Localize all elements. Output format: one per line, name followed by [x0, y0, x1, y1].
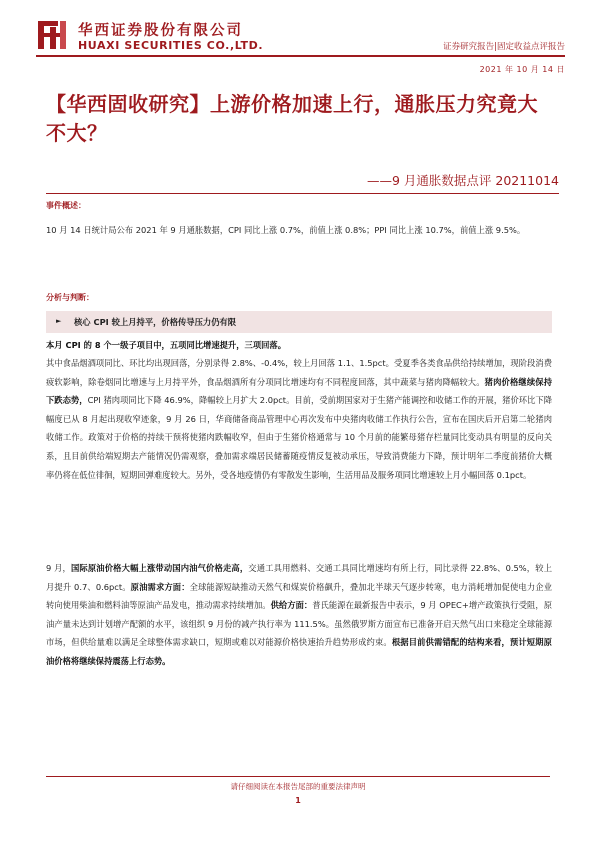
- event-heading: 事件概述：: [46, 201, 86, 210]
- oil-supply-label: 供给方面：: [270, 600, 313, 611]
- oil-outlook: 根据目前供需错配的结构来看，预计短期原油价格将继续保持震荡上行态势。: [46, 637, 552, 666]
- cpi-subitems-summary: [46, 336, 552, 355]
- event-text: 10 月 14 日统计局公布 2021 年 9 月通胀数据，CPI 同比上涨 0.7%，前值上涨 0.8%；PPI 同比上涨 10.7%，前值上涨 9.5%。: [46, 225, 526, 235]
- footer-divider: [46, 776, 550, 777]
- oil-transport-text: 交通工具用燃料、交通工具同比增速均有所上行，同比录得 22.8%、0.5%，较上月提升 0.7、0.6pct。: [46, 563, 552, 592]
- oil-paragraph: [46, 559, 552, 671]
- report-title: 【华西固收研究】上游价格加速上行，通胀压力究竟大不大？: [46, 92, 538, 145]
- huaxi-logo-icon: [36, 17, 70, 53]
- subtitle-divider: [46, 193, 559, 194]
- header-divider: [36, 55, 565, 57]
- report-date: 2021 年 10 月 14 日: [479, 65, 565, 74]
- cpi-subitems-bold: 本月 CPI 的 8 个一级子项目中，五项同比增速提升，三项回落。: [46, 340, 287, 350]
- key-point-text: 核心 CPI 较上月持平，价格传导压力仍有限: [74, 317, 237, 327]
- report-type-tag: 证券研究报告|固定收益点评报告: [443, 42, 565, 52]
- bullet-marker-icon: ►: [56, 317, 62, 325]
- food-text: 其中食品烟酒项同比、环比均出现回落，分别录得 2.8%、-0.4%，较上月回落 1.1、1.5pct。受夏季各类食品供给持续增加，现阶段消费疲软影响，除卷烟同比增速与上月持平外，食品烟酒所有分项同比增速均有不同程度回落，其中蔬菜与猪肉降幅较大。: [46, 358, 552, 387]
- analysis-heading: 分析与判断：: [46, 293, 94, 302]
- oil-highlight: 国际原油价格大幅上涨带动国内油气价格走高，: [70, 563, 249, 573]
- report-subtitle: ——9 月通胀数据点评 20211014: [366, 173, 559, 188]
- oil-demand-text: 全球能源短缺推动天然气和煤炭价格飙升，叠加北半球天气逐步转寒，电力消耗增加促使电力企业转向使用柴油和燃料油等原油产品发电，推动需求持续增加。: [46, 581, 552, 611]
- food-pork-paragraph: [46, 354, 552, 484]
- oil-demand-label: 原油需求方面：: [130, 581, 190, 592]
- brand-name-cn: 华西证券股份有限公司: [78, 23, 243, 39]
- brand-name-en: HUAXI SECURITIES CO.,LTD.: [78, 39, 264, 52]
- pork-highlight: 猪肉价格继续保持下跌态势，: [46, 376, 552, 406]
- legal-disclaimer: 请仔细阅读在本报告尾部的重要法律声明: [230, 782, 366, 791]
- page-number: 1: [295, 796, 301, 805]
- key-point-banner: [46, 311, 552, 333]
- oil-month: 9 月，: [46, 563, 71, 573]
- pork-text: CPI 猪肉项同比下降 46.9%，降幅较上月扩大 2.0pct。目前，受前期国家对于生猪产能调控和收储工作的开展，猪价环比下降幅度已从 8 月起出现收窄迹象，9 月 26 日，华商储备商品管理中心再次发布中央猪肉收储工作执行公告，宣布在国庆后开启第二轮猪肉收储工作。政策对于价格的持续干预将使猪肉跌幅收窄，但由于生猪价格通常与 10 个月前的能繁母猪存栏量同比变动具有明显的反向关系，且目前供给端短期去产能情况仍需观察，叠加需求端居民储蓄随疫情反复被动承压，导致消费能力下降，预计明年二季度前猪价大概率仍将在低位徘徊，短期回弹难度较大。另外，受各地疫情仍有零散发生影响，生活用品及服务项同比增速较上月小幅回落 0.1pct。: [46, 395, 552, 480]
- oil-supply-text: 普氏能源在最新报告中表示，9 月 OPEC+增产政策执行受阻，原油产量未达到计划增产配额的水平，该组织 9 月份的减产执行率为 111.5%。虽然俄罗斯方面宣布已准备开启天然气出口来稳定全球能源市场，但供给量难以满足全球整体需求缺口，短期或难以对能源价格快速抬升趋势形成约束。: [46, 600, 552, 648]
